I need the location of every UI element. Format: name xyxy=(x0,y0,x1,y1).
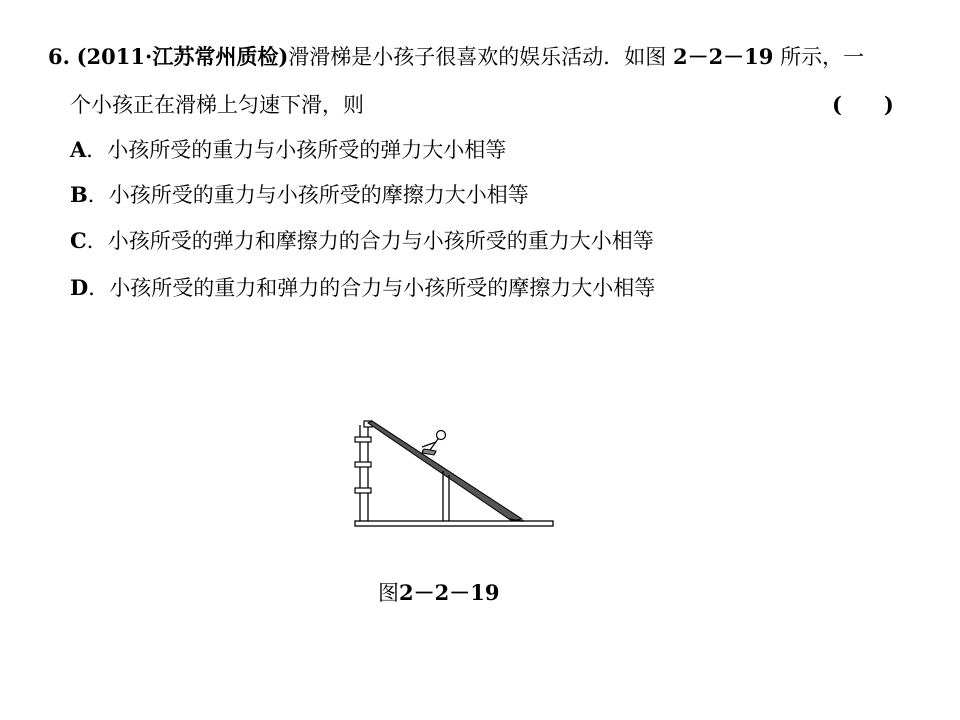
option-c[interactable] xyxy=(70,226,654,256)
ladder-rung xyxy=(355,437,371,442)
option-text: 小孩所受的弹力和摩擦力的合力与小孩所受的重力大小相等 xyxy=(107,229,654,253)
question-stem-line2 xyxy=(70,90,364,120)
figure-caption-prefix: 图 xyxy=(378,581,399,605)
figure-reference: 2－2－19 xyxy=(672,44,774,69)
ladder-rung xyxy=(355,488,371,493)
option-letter: D xyxy=(70,275,89,300)
question-stem-text-2: 个小孩正在滑梯上匀速下滑，则 xyxy=(70,93,364,117)
option-separator: ． xyxy=(86,138,108,162)
option-separator: ． xyxy=(88,276,110,300)
child-head xyxy=(437,431,446,440)
question-stem-text-end: 所示，一 xyxy=(773,45,865,69)
child-body xyxy=(430,439,438,450)
question-number: 6. xyxy=(48,44,70,69)
option-text: 小孩所受的重力和弹力的合力与小孩所受的摩擦力大小相等 xyxy=(109,276,656,300)
option-text: 小孩所受的重力与小孩所受的摩擦力大小相等 xyxy=(108,183,529,207)
figure-caption-number: 2－2－19 xyxy=(399,580,500,605)
figure-caption xyxy=(378,578,499,608)
option-letter: A xyxy=(70,137,87,162)
option-a[interactable] xyxy=(70,135,506,165)
option-b[interactable] xyxy=(70,180,529,210)
answer-blank: ( ) xyxy=(832,92,894,117)
option-separator: ． xyxy=(86,229,108,253)
question-stem-text: 滑滑梯是小孩子很喜欢的娱乐活动．如图 xyxy=(288,45,673,69)
ladder-rung xyxy=(355,462,371,467)
question-source: (2011·江苏常州质检) xyxy=(76,44,289,69)
option-text: 小孩所受的重力与小孩所受的弹力大小相等 xyxy=(107,138,507,162)
ground-base xyxy=(355,521,553,526)
option-separator: ． xyxy=(87,183,109,207)
option-d[interactable] xyxy=(70,273,655,303)
child-seat xyxy=(422,449,436,455)
slide-figure xyxy=(350,415,560,535)
option-letter: B xyxy=(70,182,88,207)
option-letter: C xyxy=(70,228,87,253)
question-stem-line1 xyxy=(48,42,864,72)
